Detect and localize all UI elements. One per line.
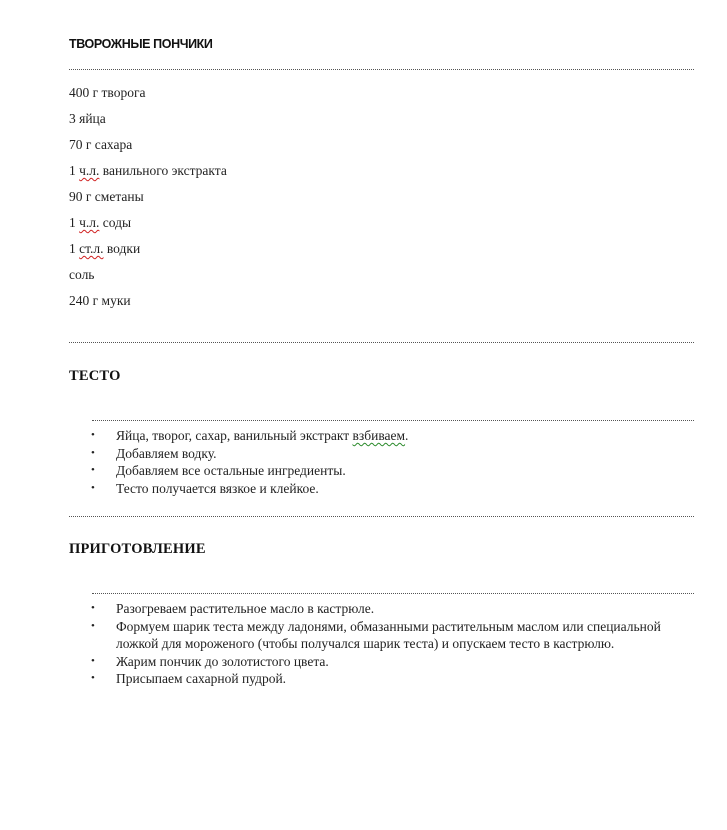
divider (92, 420, 694, 421)
list-item: • Присыпаем сахарной пудрой. (91, 671, 287, 686)
list-item: • Яйца, творог, сахар, ванильный экстракт взбиваем. (91, 428, 409, 443)
bullet-icon: • (91, 654, 95, 667)
ingredient-item: 3 яйца (69, 111, 106, 126)
spellcheck-underline[interactable]: ст.л. (79, 241, 104, 256)
ingredient-item: 1 ст.л. водки (69, 241, 141, 256)
cooking-heading: ПРИГОТОВЛЕНИЕ (69, 541, 206, 557)
ingredients-list (69, 84, 227, 318)
list-item: • Разогреваем растительное масло в кастрюле. (91, 601, 375, 616)
bullet-icon: • (91, 464, 95, 476)
bullet-icon: • (91, 429, 95, 441)
divider (92, 593, 694, 594)
bullet-icon: • (91, 481, 95, 494)
ingredient-item: 1 ч.л. ванильного экстракта (69, 163, 227, 178)
dough-heading: ТЕСТО (69, 368, 121, 384)
bullet-icon: • (91, 446, 95, 459)
ingredient-item: 90 г сметаны (69, 189, 144, 204)
ingredient-item: 1 ч.л. соды (69, 215, 132, 230)
bullet-icon: • (91, 602, 95, 614)
ingredient-item: 240 г муки (69, 293, 131, 308)
document-title: ТВОРОЖНЫЕ ПОНЧИКИ (69, 37, 213, 51)
list-item: • Добавляем водку. (91, 445, 217, 461)
dough-steps (91, 427, 701, 497)
divider (69, 342, 694, 343)
bullet-icon: • (91, 619, 95, 632)
spellcheck-underline[interactable]: ч.л. (79, 215, 100, 230)
list-item: • Тесто получается вязкое и клейкое. (91, 480, 319, 496)
ingredient-item: 70 г сахара (69, 137, 133, 152)
list-item: • Формуем шарик теста между ладонями, обмазанными растительным маслом или специальной ложкой для мороженого (чтобы получался шарик теста) и опускаем тесто в кастрюлю. (91, 618, 661, 651)
ingredient-item: 400 г творога (69, 85, 146, 100)
grammar-underline[interactable]: взбиваем (352, 428, 406, 443)
list-item: • Жарим пончик до золотистого цвета. (91, 653, 329, 669)
divider (69, 69, 694, 70)
spellcheck-underline[interactable]: ч.л. (79, 163, 100, 178)
cooking-steps (91, 600, 701, 688)
bullet-icon: • (91, 672, 95, 684)
divider (69, 516, 694, 517)
ingredient-item: соль (69, 267, 95, 282)
list-item: • Добавляем все остальные ингредиенты. (91, 463, 346, 478)
